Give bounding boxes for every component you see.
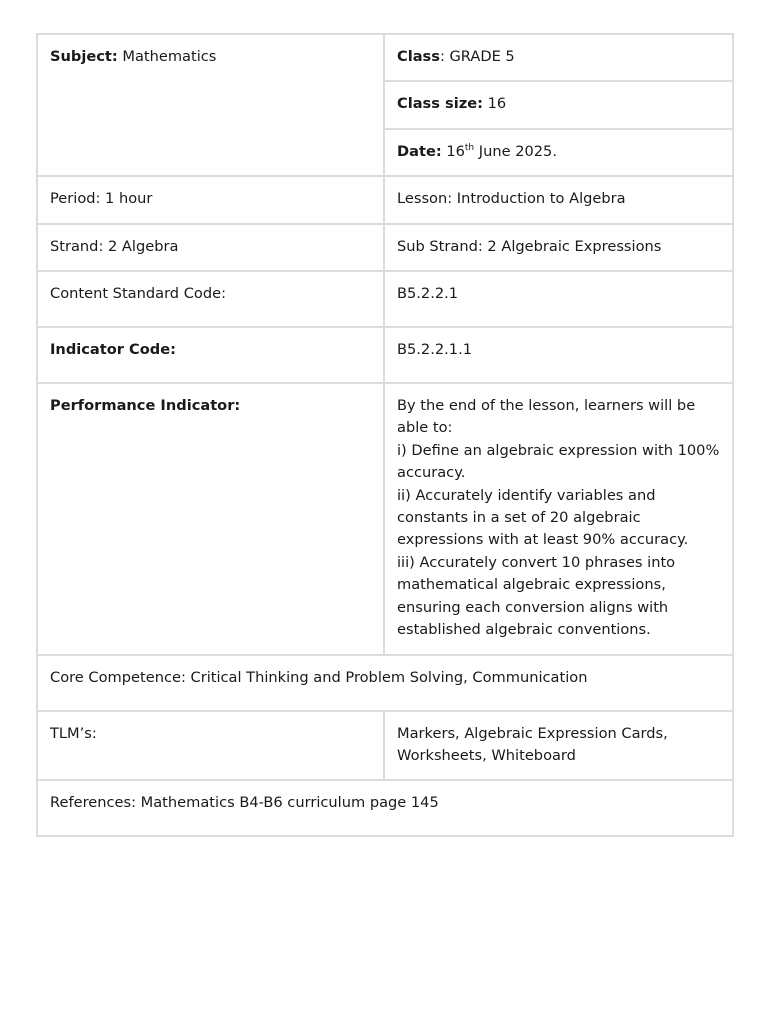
subject-cell [37, 34, 384, 176]
performance-indicator-item: iii) Accurately convert 10 phrases into mathematical algebraic expressions, ensuring each conversion aligns with established algebraic conventions. [397, 553, 676, 639]
class-size-cell [384, 81, 733, 128]
indicator-label: Indicator Code: [50, 341, 176, 359]
class-value: : GRADE 5 [439, 48, 515, 65]
row-strand [37, 224, 733, 271]
period-cell: Period: 1 hour [37, 176, 384, 223]
sub-strand-cell: Sub Strand: 2 Algebraic Expressions [384, 224, 733, 271]
row-indicator [37, 327, 733, 383]
row-performance-indicator [37, 383, 733, 654]
subject-label: Subject: [50, 48, 118, 65]
date-cell [384, 129, 733, 176]
date-label: Date: [397, 142, 442, 160]
subject-value: Mathematics [122, 48, 217, 65]
indicator-value: B5.2.2.1.1 [384, 327, 733, 383]
class-label: Class [397, 48, 440, 65]
row-period-lesson [37, 176, 733, 223]
tlms-value: Markers, Algebraic Expression Cards, Worksheets, Whiteboard [384, 711, 733, 781]
content-standard-value: B5.2.2.1 [384, 271, 733, 327]
indicator-label-cell [37, 327, 384, 383]
performance-indicator-label: Performance Indicator: [50, 397, 241, 415]
date-rest: June 2025. [478, 142, 557, 160]
references-cell: References: Mathematics B4-B6 curriculum page 145 [37, 780, 733, 836]
content-standard-label: Content Standard Code: [37, 271, 384, 327]
lesson-cell: Lesson: Introduction to Algebra [384, 176, 733, 223]
date-day: 16 [446, 142, 465, 160]
lesson-plan-table [36, 33, 734, 837]
date-suffix: th [464, 142, 475, 153]
performance-indicator-cell [384, 383, 733, 654]
class-size-value: 16 [487, 95, 507, 113]
performance-indicator-item: i) Define an algebraic expression with 100% accuracy. [397, 441, 720, 482]
tlms-label: TLM’s: [37, 711, 384, 781]
row-tlms [37, 711, 733, 781]
performance-indicator-item: ii) Accurately identify variables and constants in a set of 20 algebraic expressions with at least 90% accuracy. [397, 486, 689, 549]
core-competence-cell: Core Competence: Critical Thinking and Problem Solving, Communication [37, 655, 733, 711]
row-core-competence [37, 655, 733, 711]
strand-cell: Strand: 2 Algebra [37, 224, 384, 271]
row-content-standard [37, 271, 733, 327]
row-references [37, 780, 733, 836]
class-cell [384, 34, 733, 81]
performance-indicator-label-cell [37, 383, 384, 654]
class-size-label: Class size: [397, 95, 483, 113]
performance-indicator-intro: By the end of the lesson, learners will be able to: [397, 397, 696, 437]
row-subject-class [37, 34, 733, 81]
